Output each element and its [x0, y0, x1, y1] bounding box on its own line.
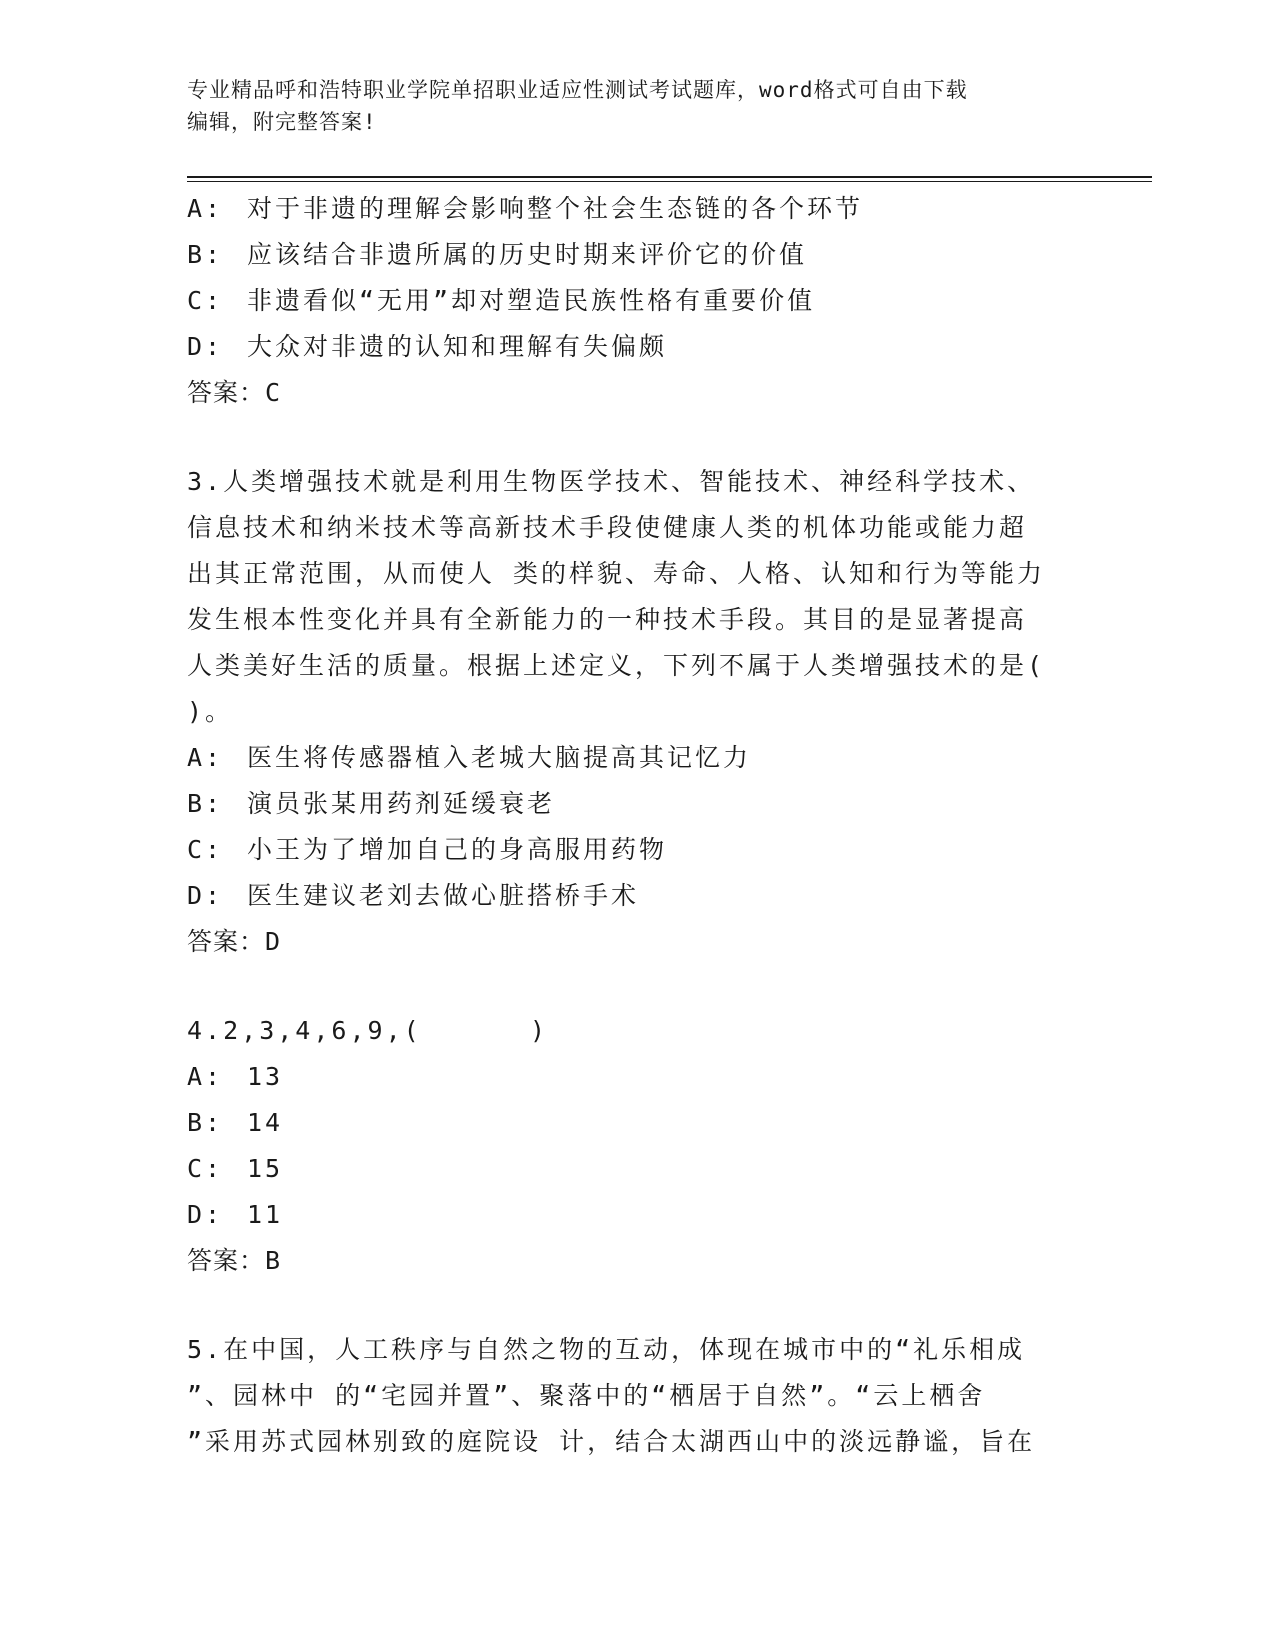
- option-label: C:: [187, 286, 224, 315]
- option-text: 对于非遗的理解会影响整个社会生态链的各个环节: [247, 194, 864, 223]
- option-text: 医生将传感器植入老城大脑提高其记忆力: [247, 743, 752, 772]
- option-c: [187, 827, 1087, 873]
- question-stem-line: ”采用苏式园林别致的庭院设 计，结合太湖西山中的淡远静谧，旨在: [187, 1427, 1036, 1456]
- option-text: 14: [247, 1108, 284, 1137]
- question-stem-line: 5.在中国，人工秩序与自然之物的互动，体现在城市中的“礼乐相成: [187, 1335, 1026, 1364]
- answer-label: 答案：: [187, 927, 266, 956]
- option-c: [187, 278, 1087, 324]
- option-b: [187, 232, 1087, 278]
- question-3: [187, 459, 1087, 965]
- option-label: D:: [187, 332, 224, 361]
- question-stem-line: 3.人类增强技术就是利用生物医学技术、智能技术、神经科学技术、: [187, 467, 1036, 496]
- question-2: [187, 186, 1087, 416]
- option-label: A:: [187, 1062, 224, 1091]
- spacer: [187, 416, 1087, 459]
- question-stem-line: 出其正常范围，从而使人 类的样貌、寿命、人格、认知和行为等能力: [187, 559, 1046, 588]
- option-d: [187, 1192, 1087, 1238]
- option-label: C:: [187, 1154, 224, 1183]
- option-text: 15: [247, 1154, 284, 1183]
- option-label: C:: [187, 835, 224, 864]
- question-stem-line: 发生根本性变化并具有全新能力的一种技术手段。其目的是显著提高: [187, 605, 1028, 634]
- spacer: [187, 1284, 1087, 1327]
- option-text: 大众对非遗的认知和理解有失偏颇: [247, 332, 668, 361]
- question-4: [187, 1008, 1087, 1284]
- answer-value: B: [265, 1246, 284, 1275]
- option-text: 13: [247, 1062, 284, 1091]
- option-c: [187, 1146, 1087, 1192]
- question-stem-line: )。: [187, 697, 234, 726]
- answer-line: [187, 1238, 1087, 1284]
- question-5: [187, 1327, 1087, 1465]
- question-stem-line: 信息技术和纳米技术等高新技术手段使健康人类的机体功能或能力超: [187, 513, 1028, 542]
- option-a: [187, 735, 1087, 781]
- option-b: [187, 781, 1087, 827]
- question-stem-line: 人类美好生活的质量。根据上述定义，下列不属于人类增强技术的是(: [187, 651, 1046, 680]
- option-text: 小王为了增加自己的身高服用药物: [247, 835, 668, 864]
- option-label: B:: [187, 240, 224, 269]
- option-label: D:: [187, 1200, 224, 1229]
- answer-value: D: [265, 927, 284, 956]
- option-label: D:: [187, 881, 224, 910]
- question-stem-line: 4.2,3,4,6,9,( ): [187, 1016, 549, 1045]
- answer-line: [187, 370, 1087, 416]
- option-b: [187, 1100, 1087, 1146]
- option-a: [187, 1054, 1087, 1100]
- header-line-1: 专业精品呼和浩特职业学院单招职业适应性测试考试题库，word格式可自由下载: [187, 78, 968, 102]
- spacer: [187, 965, 1087, 1008]
- option-d: [187, 324, 1087, 370]
- answer-label: 答案：: [187, 378, 266, 407]
- option-text: 医生建议老刘去做心脏搭桥手术: [247, 881, 640, 910]
- option-d: [187, 873, 1087, 919]
- header-divider-thin: [187, 181, 1152, 182]
- option-label: A:: [187, 194, 224, 223]
- option-label: B:: [187, 789, 224, 818]
- answer-value: C: [265, 378, 284, 407]
- option-text: 应该结合非遗所属的历史时期来评价它的价值: [247, 240, 808, 269]
- question-content: [187, 186, 1087, 1465]
- answer-line: [187, 919, 1087, 965]
- header-line-2: 编辑，附完整答案!: [187, 110, 377, 134]
- option-label: A:: [187, 743, 224, 772]
- document-header: [187, 74, 1067, 138]
- header-divider-thick: [187, 176, 1152, 178]
- option-text: 非遗看似“无用”却对塑造民族性格有重要价值: [247, 286, 816, 315]
- option-text: 演员张某用药剂延缓衰老: [247, 789, 556, 818]
- answer-label: 答案：: [187, 1246, 266, 1275]
- question-stem-line: ”、园林中 的“宅园并置”、聚落中的“栖居于自然”。“云上栖舍: [187, 1381, 986, 1410]
- option-text: 11: [247, 1200, 284, 1229]
- option-label: B:: [187, 1108, 224, 1137]
- option-a: [187, 186, 1087, 232]
